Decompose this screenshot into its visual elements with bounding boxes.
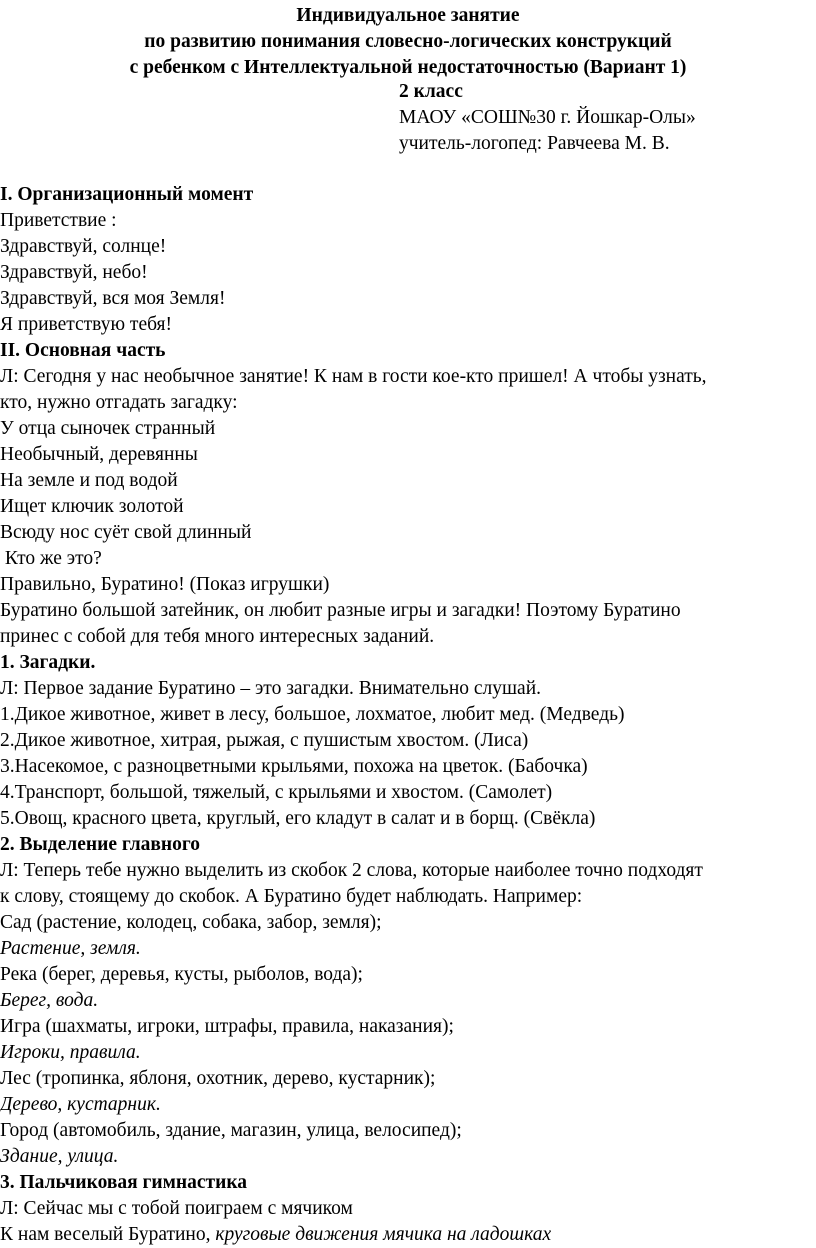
example-answer: Дерево, кустарник. [0, 1094, 161, 1115]
gymnastics-instruction: круговые движения мячика на ладошках [215, 1224, 552, 1245]
example-answer: Берег, вода. [0, 990, 99, 1011]
riddle-answer: Правильно, Буратино! (Показ игрушки) [0, 574, 330, 595]
section-2-intro: кто, нужно отгадать загадку: [0, 392, 238, 413]
example-question: Река (берег, деревья, кусты, рыболов, вода); [0, 964, 363, 985]
example-question: Город (автомобиль, здание, магазин, улица, велосипед); [0, 1120, 462, 1141]
task-2-heading: 2. Выделение главного [0, 834, 201, 855]
riddle-item: 2.Дикое животное, хитрая, рыжая, с пушистым хвостом. (Лиса) [0, 730, 529, 751]
riddle-poem-line: Необычный, деревянны [0, 444, 198, 465]
section-1-line: Я приветствую тебя! [0, 314, 172, 335]
section-1-heading: I. Организационный момент [0, 184, 254, 205]
doc-title-line-1: Индивидуальное занятие [296, 5, 520, 26]
teacher-name: учитель-логопед: Равчеева М. В. [399, 133, 670, 154]
riddle-item: 4.Транспорт, большой, тяжелый, с крыльями и хвостом. (Самолет) [0, 782, 553, 803]
task-3-intro: Л: Сейчас мы с тобой поиграем с мячиком [0, 1198, 353, 1219]
riddle-poem-line: Всюду нос суёт свой длинный [0, 522, 252, 543]
task-1-intro: Л: Первое задание Буратино – это загадки. Внимательно слушай. [0, 678, 542, 699]
section-2-paragraph: принес с собой для тебя много интересных заданий. [0, 626, 435, 647]
riddle-poem-line: Ищет ключик золотой [0, 496, 184, 517]
example-answer: Игроки, правила. [0, 1042, 141, 1063]
section-2-paragraph: Буратино большой затейник, он любит разные игры и загадки! Поэтому Буратино [0, 600, 681, 621]
section-1-line: Здравствуй, солнце! [0, 236, 167, 257]
section-1-line: Здравствуй, небо! [0, 262, 148, 283]
section-2-heading: II. Основная часть [0, 340, 166, 361]
example-question: Игра (шахматы, игроки, штрафы, правила, наказания); [0, 1016, 454, 1037]
section-1-line: Приветствие : [0, 210, 117, 231]
example-question: Сад (растение, колодец, собака, забор, земля); [0, 912, 382, 933]
example-answer: Растение, земля. [0, 938, 141, 959]
riddle-poem-line: Кто же это? [0, 548, 102, 569]
gymnastics-line [0, 1222, 551, 1248]
section-1-line: Здравствуй, вся моя Земля! [0, 288, 226, 309]
section-2-intro: Л: Сегодня у нас необычное занятие! К нам в гости кое-кто пришел! А чтобы узнать, [0, 366, 707, 387]
riddle-item: 1.Дикое животное, живет в лесу, большое, лохматое, любит мед. (Медведь) [0, 704, 625, 725]
riddle-poem-line: На земле и под водой [0, 470, 178, 491]
riddle-item: 3.Насекомое, с разноцветными крыльями, похожа на цветок. (Бабочка) [0, 756, 588, 777]
task-1-heading: 1. Загадки. [0, 652, 96, 673]
task-2-intro: Л: Теперь тебе нужно выделить из скобок 2 слова, которые наиболее точно подходят [0, 860, 703, 881]
school-name: МАОУ «СОШ№30 г. Йошкар-Олы» [399, 107, 696, 128]
task-3-heading: 3. Пальчиковая гимнастика [0, 1172, 248, 1193]
doc-title-line-3: с ребенком с Интеллектуальной недостаточностью (Вариант 1) [129, 57, 687, 78]
task-2-intro: к слову, стоящему до скобок. А Буратино будет наблюдать. Например: [0, 886, 583, 907]
example-question: Лес (тропинка, яблоня, охотник, дерево, кустарник); [0, 1068, 436, 1089]
riddle-item: 5.Овощ, красного цвета, круглый, его кладут в салат и в борщ. (Свёкла) [0, 808, 596, 829]
grade-label: 2 класс [399, 81, 463, 102]
example-answer: Здание, улица. [0, 1146, 119, 1167]
riddle-poem-line: У отца сыночек странный [0, 418, 216, 439]
gymnastics-text: К нам веселый Буратино, [0, 1224, 211, 1245]
doc-title-line-2: по развитию понимания словесно-логических конструкций [144, 31, 672, 52]
